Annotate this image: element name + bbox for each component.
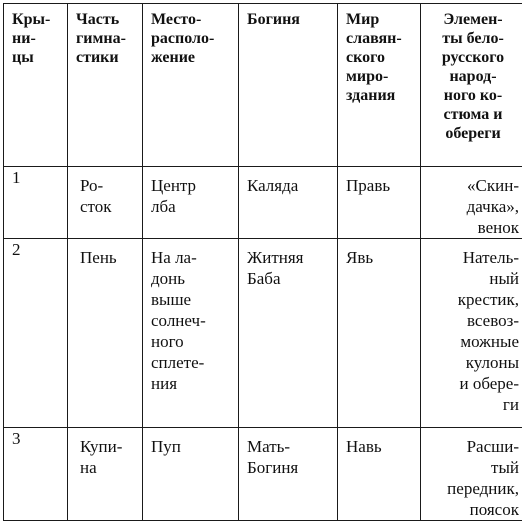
cell-text: Житняя Баба (239, 239, 337, 289)
table-cell (421, 239, 522, 428)
cell-text: Ро- сток (68, 167, 142, 217)
row-number: 2 (4, 239, 67, 260)
table-cell (143, 167, 239, 239)
header-label: Кры- ни- цы (4, 4, 67, 67)
row-number: 1 (4, 167, 67, 188)
cell-text: Центр лба (143, 167, 238, 217)
cell-text: Натель- ный крестик, всевоз- можные кулоны и обере- ги (421, 239, 522, 415)
cell-text: Мать- Богиня (239, 428, 337, 478)
cell-text: Пень (68, 239, 142, 268)
header-label: Место- располо- жение (143, 4, 238, 67)
header-world (338, 4, 421, 167)
header-label: Часть гимна- стики (68, 4, 142, 67)
table-cell (338, 167, 421, 239)
table-cell (143, 428, 239, 521)
cell-text: Явь (338, 239, 420, 268)
table-cell (4, 428, 68, 521)
table-cell (239, 428, 338, 521)
table-cell (143, 239, 239, 428)
cell-text: Пуп (143, 428, 238, 457)
table-cell (338, 428, 421, 521)
table-cell (239, 167, 338, 239)
row-number: 3 (4, 428, 67, 449)
header-label: Богиня (239, 4, 337, 29)
header-location (143, 4, 239, 167)
table-cell (421, 167, 522, 239)
table-cell (4, 239, 68, 428)
table-cell (68, 239, 143, 428)
cell-text: Каляда (239, 167, 337, 196)
table-cell (68, 167, 143, 239)
header-kryntsy (4, 4, 68, 167)
cell-text: Правь (338, 167, 420, 196)
cell-text: Расши- тый передник, поясок (421, 428, 522, 520)
kryntsy-table (3, 3, 522, 521)
table-cell (421, 428, 522, 521)
cell-text: Навь (338, 428, 420, 457)
header-part-of-gymnastics (68, 4, 143, 167)
table-header-row (4, 4, 522, 167)
table-cell (68, 428, 143, 521)
header-costume-elements (421, 4, 522, 167)
cell-text: «Скин- дачка», венок (421, 167, 522, 238)
table-cell (239, 239, 338, 428)
header-label: Элемен- ты бело- русского народ- ного ко- стюма и обереги (421, 4, 522, 143)
header-goddess (239, 4, 338, 167)
header-label: Мир славян- ского миро- здания (338, 4, 420, 105)
cell-text: Купи- на (68, 428, 142, 478)
table-row (4, 167, 522, 239)
table-row (4, 239, 522, 428)
table-cell (4, 167, 68, 239)
table-row (4, 428, 522, 521)
table-cell (338, 239, 421, 428)
cell-text: На ла- донь выше солнеч- ного сплете- ния (143, 239, 238, 394)
